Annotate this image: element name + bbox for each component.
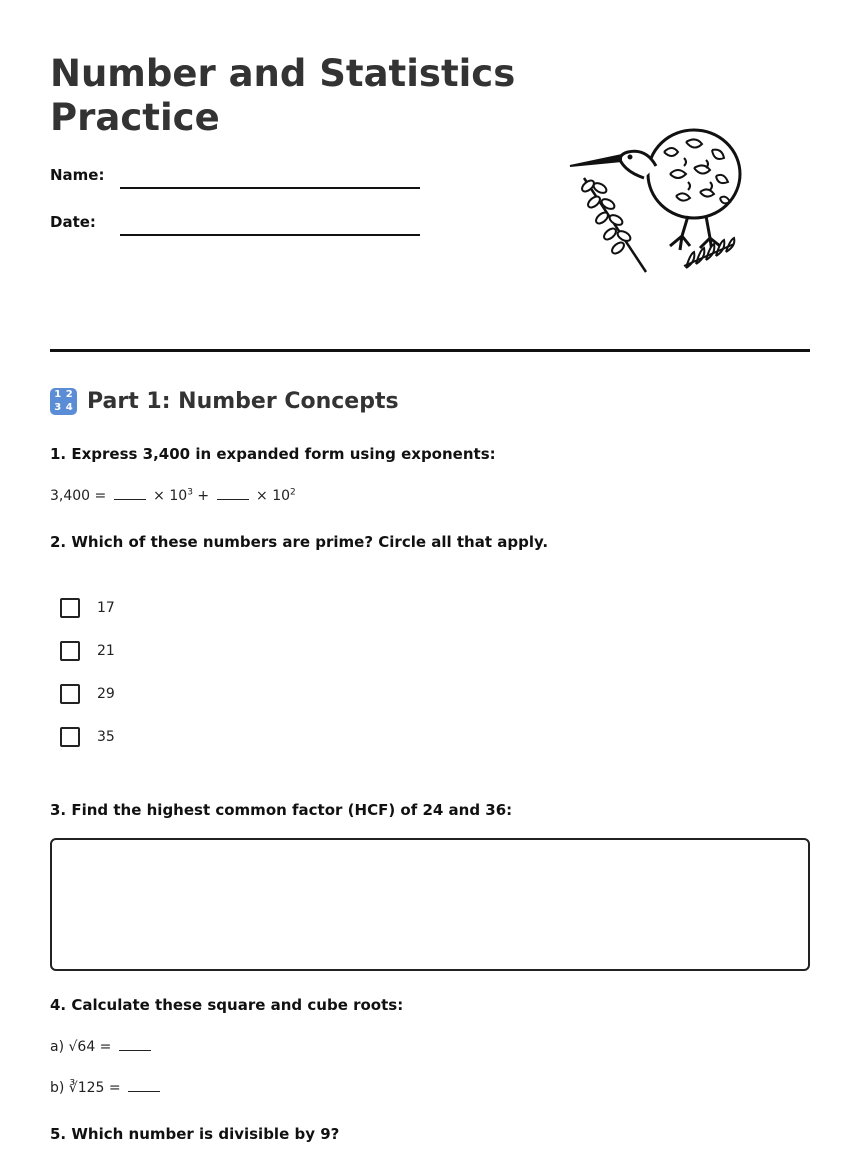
name-label: Name: xyxy=(50,166,105,184)
question-2-prompt: 2. Which of these numbers are prime? Circle all that apply. xyxy=(50,533,549,551)
cube-root-line xyxy=(50,1079,163,1096)
q1-times-1: × xyxy=(153,488,165,504)
q1-blank-1[interactable] xyxy=(114,487,146,500)
q1-blank-2[interactable] xyxy=(217,487,249,500)
option-35[interactable] xyxy=(60,727,115,747)
q1-plus: + xyxy=(197,488,210,504)
q1-times-2: × xyxy=(256,488,268,504)
checkbox[interactable] xyxy=(60,641,80,661)
q1-lhs: 3,400 = xyxy=(50,488,107,504)
option-label: 17 xyxy=(97,600,115,616)
q1-exponent-1: 3 xyxy=(187,487,193,498)
part1-heading xyxy=(50,388,399,415)
checkbox[interactable] xyxy=(60,727,80,747)
checkbox[interactable] xyxy=(60,684,80,704)
date-label: Date: xyxy=(50,213,96,231)
option-29[interactable] xyxy=(60,684,115,704)
hcf-answer-box[interactable] xyxy=(50,838,810,971)
q1-base-2: 10 xyxy=(272,488,291,504)
option-21[interactable] xyxy=(60,641,115,661)
question-5-prompt: 5. Which number is divisible by 9? xyxy=(50,1125,340,1143)
square-root-blank[interactable] xyxy=(119,1038,151,1051)
option-label: 29 xyxy=(97,686,115,702)
date-field[interactable] xyxy=(120,234,420,236)
q1-exponent-2: 2 xyxy=(290,487,296,498)
cube-root-expression: b) ∛125 = xyxy=(50,1080,121,1096)
question-4-prompt: 4. Calculate these square and cube roots: xyxy=(50,996,404,1014)
option-label: 35 xyxy=(97,729,115,745)
section-divider xyxy=(50,349,810,352)
square-root-expression: a) √64 = xyxy=(50,1039,112,1055)
question-1-expression xyxy=(50,487,296,504)
checkbox[interactable] xyxy=(60,598,80,618)
q1-base-1: 10 xyxy=(169,488,188,504)
page-title: Number and Statistics Practice xyxy=(50,52,516,139)
question-3-prompt: 3. Find the highest common factor (HCF) of 24 and 36: xyxy=(50,801,513,819)
question-1-prompt: 1. Express 3,400 in expanded form using exponents: xyxy=(50,445,496,463)
name-field[interactable] xyxy=(120,187,420,189)
part1-heading-text: Part 1: Number Concepts xyxy=(87,389,399,414)
input-numbers-icon: 1 2 3 4 xyxy=(50,388,77,415)
option-label: 21 xyxy=(97,643,115,659)
option-17[interactable] xyxy=(60,598,115,618)
kiwi-bird-illustration xyxy=(566,122,746,276)
cube-root-blank[interactable] xyxy=(128,1079,160,1092)
square-root-line xyxy=(50,1038,154,1055)
